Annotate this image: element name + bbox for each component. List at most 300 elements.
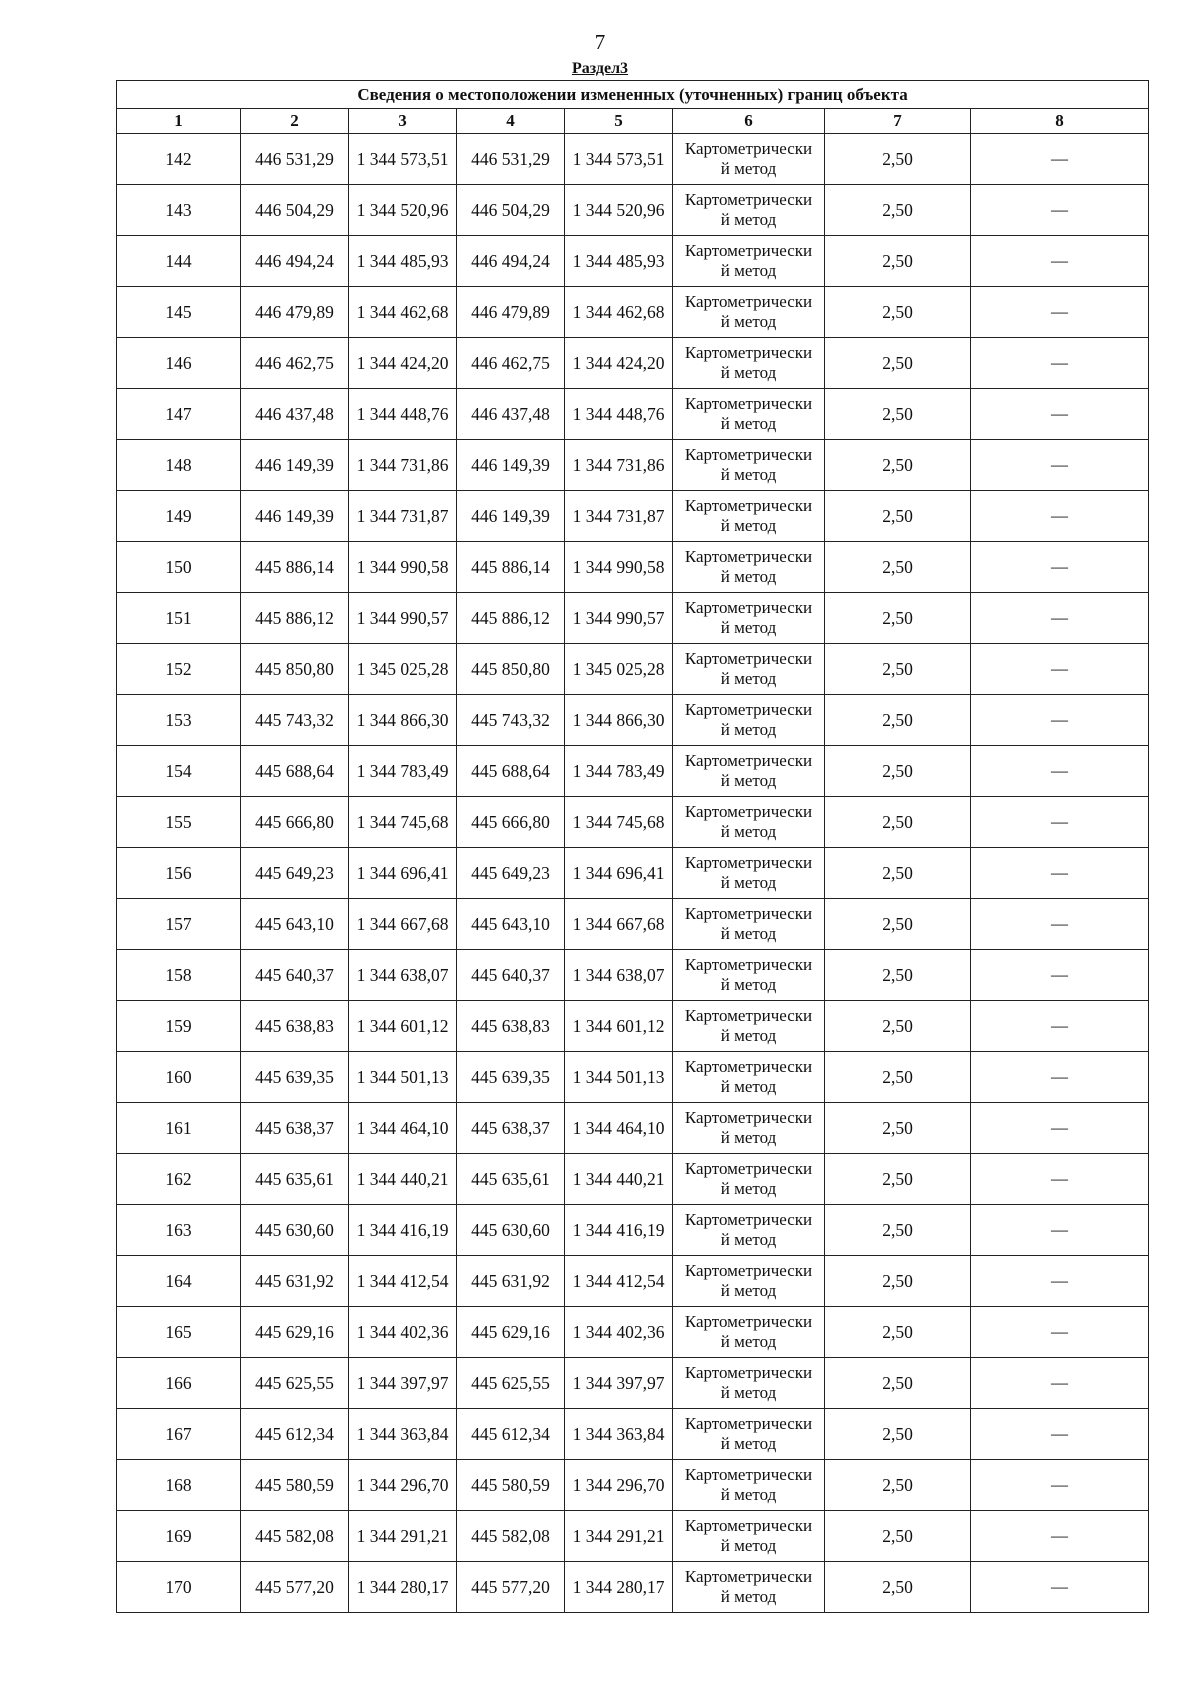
method-line-1: Картометрически	[684, 292, 813, 311]
precision-cell: 2,50	[825, 1307, 971, 1358]
refined-y-cell: 1 344 990,58	[565, 542, 673, 593]
table-row	[117, 1460, 1149, 1511]
method-line-2: й метод	[720, 873, 777, 892]
existing-x-cell: 445 629,16	[241, 1307, 349, 1358]
column-number-3: 3	[349, 109, 457, 134]
note-cell: —	[971, 593, 1149, 644]
refined-x-cell: 445 886,12	[457, 593, 565, 644]
refined-y-cell: 1 344 363,84	[565, 1409, 673, 1460]
column-number-6: 6	[673, 109, 825, 134]
point-number-cell: 165	[117, 1307, 241, 1358]
precision-cell: 2,50	[825, 797, 971, 848]
method-cell	[673, 797, 825, 848]
point-number-cell: 162	[117, 1154, 241, 1205]
method-line-1: Картометрически	[684, 1312, 813, 1331]
refined-y-cell: 1 344 866,30	[565, 695, 673, 746]
column-number-2: 2	[241, 109, 349, 134]
refined-y-cell: 1 344 501,13	[565, 1052, 673, 1103]
existing-x-cell: 446 479,89	[241, 287, 349, 338]
note-cell: —	[971, 185, 1149, 236]
method-line-1: Картометрически	[684, 1159, 813, 1178]
refined-x-cell: 445 743,32	[457, 695, 565, 746]
note-cell: —	[971, 644, 1149, 695]
existing-x-cell: 445 666,80	[241, 797, 349, 848]
method-line-1: Картометрически	[684, 1261, 813, 1280]
refined-x-cell: 445 635,61	[457, 1154, 565, 1205]
refined-x-cell: 445 638,37	[457, 1103, 565, 1154]
point-number-cell: 149	[117, 491, 241, 542]
precision-cell: 2,50	[825, 134, 971, 185]
method-cell	[673, 236, 825, 287]
table-row	[117, 1256, 1149, 1307]
table-row	[117, 1154, 1149, 1205]
note-cell: —	[971, 440, 1149, 491]
precision-cell: 2,50	[825, 593, 971, 644]
note-cell: —	[971, 134, 1149, 185]
refined-x-cell: 445 582,08	[457, 1511, 565, 1562]
refined-y-cell: 1 344 402,36	[565, 1307, 673, 1358]
point-number-cell: 167	[117, 1409, 241, 1460]
method-line-2: й метод	[720, 771, 777, 790]
precision-cell: 2,50	[825, 848, 971, 899]
method-line-1: Картометрически	[684, 445, 813, 464]
point-number-cell: 164	[117, 1256, 241, 1307]
existing-y-cell: 1 344 638,07	[349, 950, 457, 1001]
existing-y-cell: 1 344 291,21	[349, 1511, 457, 1562]
note-cell: —	[971, 848, 1149, 899]
section-title: Раздел3	[571, 60, 629, 77]
table-row	[117, 134, 1149, 185]
table-row	[117, 1205, 1149, 1256]
method-line-2: й метод	[720, 1383, 777, 1402]
precision-cell: 2,50	[825, 1562, 971, 1613]
method-line-1: Картометрически	[684, 1057, 813, 1076]
precision-cell: 2,50	[825, 1460, 971, 1511]
method-cell	[673, 1562, 825, 1613]
refined-y-cell: 1 344 520,96	[565, 185, 673, 236]
existing-y-cell: 1 344 573,51	[349, 134, 457, 185]
method-cell	[673, 746, 825, 797]
precision-cell: 2,50	[825, 1256, 971, 1307]
existing-x-cell: 445 577,20	[241, 1562, 349, 1613]
point-number-cell: 156	[117, 848, 241, 899]
precision-cell: 2,50	[825, 1409, 971, 1460]
point-number-cell: 159	[117, 1001, 241, 1052]
column-number-7: 7	[825, 109, 971, 134]
point-number-cell: 170	[117, 1562, 241, 1613]
existing-x-cell: 446 149,39	[241, 491, 349, 542]
refined-x-cell: 445 639,35	[457, 1052, 565, 1103]
refined-x-cell: 446 494,24	[457, 236, 565, 287]
refined-x-cell: 445 631,92	[457, 1256, 565, 1307]
point-number-cell: 148	[117, 440, 241, 491]
existing-y-cell: 1 344 412,54	[349, 1256, 457, 1307]
method-line-1: Картометрически	[684, 1465, 813, 1484]
existing-x-cell: 445 580,59	[241, 1460, 349, 1511]
existing-y-cell: 1 344 866,30	[349, 695, 457, 746]
refined-x-cell: 446 149,39	[457, 491, 565, 542]
refined-x-cell: 446 479,89	[457, 287, 565, 338]
existing-y-cell: 1 344 296,70	[349, 1460, 457, 1511]
method-cell	[673, 1001, 825, 1052]
table-row	[117, 1358, 1149, 1409]
note-cell: —	[971, 389, 1149, 440]
method-line-2: й метод	[720, 1485, 777, 1504]
existing-y-cell: 1 344 731,86	[349, 440, 457, 491]
precision-cell: 2,50	[825, 950, 971, 1001]
refined-x-cell: 445 577,20	[457, 1562, 565, 1613]
method-cell	[673, 1103, 825, 1154]
method-line-2: й метод	[720, 414, 777, 433]
method-cell	[673, 644, 825, 695]
method-line-1: Картометрически	[684, 1414, 813, 1433]
refined-y-cell: 1 344 485,93	[565, 236, 673, 287]
existing-y-cell: 1 344 667,68	[349, 899, 457, 950]
existing-y-cell: 1 344 696,41	[349, 848, 457, 899]
precision-cell: 2,50	[825, 287, 971, 338]
method-line-1: Картометрически	[684, 649, 813, 668]
refined-x-cell: 445 649,23	[457, 848, 565, 899]
method-line-2: й метод	[720, 363, 777, 382]
refined-x-cell: 446 531,29	[457, 134, 565, 185]
method-line-1: Картометрически	[684, 598, 813, 617]
refined-x-cell: 446 437,48	[457, 389, 565, 440]
precision-cell: 2,50	[825, 389, 971, 440]
column-number-4: 4	[457, 109, 565, 134]
existing-x-cell: 446 531,29	[241, 134, 349, 185]
method-line-2: й метод	[720, 924, 777, 943]
column-numbers-row	[117, 109, 1149, 134]
table-row	[117, 950, 1149, 1001]
table-row	[117, 746, 1149, 797]
precision-cell: 2,50	[825, 491, 971, 542]
method-line-2: й метод	[720, 669, 777, 688]
note-cell: —	[971, 1205, 1149, 1256]
method-cell	[673, 134, 825, 185]
column-number-5: 5	[565, 109, 673, 134]
table-row	[117, 440, 1149, 491]
note-cell: —	[971, 1409, 1149, 1460]
table-row	[117, 593, 1149, 644]
existing-x-cell: 445 850,80	[241, 644, 349, 695]
note-cell: —	[971, 236, 1149, 287]
point-number-cell: 158	[117, 950, 241, 1001]
precision-cell: 2,50	[825, 542, 971, 593]
note-cell: —	[971, 899, 1149, 950]
refined-y-cell: 1 344 638,07	[565, 950, 673, 1001]
precision-cell: 2,50	[825, 1103, 971, 1154]
note-cell: —	[971, 1460, 1149, 1511]
table-row	[117, 848, 1149, 899]
method-cell	[673, 1307, 825, 1358]
refined-x-cell: 446 149,39	[457, 440, 565, 491]
existing-x-cell: 445 743,32	[241, 695, 349, 746]
method-cell	[673, 491, 825, 542]
method-line-2: й метод	[720, 159, 777, 178]
point-number-cell: 166	[117, 1358, 241, 1409]
method-cell	[673, 440, 825, 491]
existing-x-cell: 446 149,39	[241, 440, 349, 491]
existing-x-cell: 446 494,24	[241, 236, 349, 287]
method-line-2: й метод	[720, 618, 777, 637]
method-line-2: й метод	[720, 1179, 777, 1198]
method-line-2: й метод	[720, 516, 777, 535]
table-row	[117, 1103, 1149, 1154]
point-number-cell: 153	[117, 695, 241, 746]
method-cell	[673, 1154, 825, 1205]
table-row	[117, 542, 1149, 593]
existing-x-cell: 445 638,83	[241, 1001, 349, 1052]
note-cell: —	[971, 1511, 1149, 1562]
method-cell	[673, 593, 825, 644]
refined-x-cell: 445 666,80	[457, 797, 565, 848]
method-line-1: Картометрически	[684, 751, 813, 770]
existing-x-cell: 445 612,34	[241, 1409, 349, 1460]
note-cell: —	[971, 542, 1149, 593]
point-number-cell: 160	[117, 1052, 241, 1103]
refined-y-cell: 1 344 440,21	[565, 1154, 673, 1205]
existing-y-cell: 1 344 416,19	[349, 1205, 457, 1256]
precision-cell: 2,50	[825, 185, 971, 236]
note-cell: —	[971, 1358, 1149, 1409]
note-cell: —	[971, 1307, 1149, 1358]
refined-x-cell: 445 629,16	[457, 1307, 565, 1358]
method-cell	[673, 1409, 825, 1460]
table-row	[117, 236, 1149, 287]
table-row	[117, 899, 1149, 950]
method-cell	[673, 287, 825, 338]
table-row	[117, 695, 1149, 746]
point-number-cell: 161	[117, 1103, 241, 1154]
method-line-1: Картометрически	[684, 241, 813, 260]
method-line-1: Картометрически	[684, 700, 813, 719]
method-line-1: Картометрически	[684, 190, 813, 209]
table-row	[117, 1307, 1149, 1358]
refined-x-cell: 445 630,60	[457, 1205, 565, 1256]
point-number-cell: 168	[117, 1460, 241, 1511]
existing-x-cell: 445 886,12	[241, 593, 349, 644]
existing-x-cell: 445 649,23	[241, 848, 349, 899]
existing-x-cell: 446 504,29	[241, 185, 349, 236]
note-cell: —	[971, 695, 1149, 746]
refined-y-cell: 1 345 025,28	[565, 644, 673, 695]
method-line-2: й метод	[720, 210, 777, 229]
precision-cell: 2,50	[825, 1154, 971, 1205]
method-cell	[673, 542, 825, 593]
precision-cell: 2,50	[825, 440, 971, 491]
existing-y-cell: 1 344 424,20	[349, 338, 457, 389]
method-cell	[673, 185, 825, 236]
method-line-2: й метод	[720, 1077, 777, 1096]
precision-cell: 2,50	[825, 899, 971, 950]
existing-x-cell: 445 582,08	[241, 1511, 349, 1562]
existing-y-cell: 1 344 363,84	[349, 1409, 457, 1460]
point-number-cell: 154	[117, 746, 241, 797]
note-cell: —	[971, 1562, 1149, 1613]
existing-y-cell: 1 344 402,36	[349, 1307, 457, 1358]
refined-x-cell: 445 643,10	[457, 899, 565, 950]
existing-x-cell: 446 437,48	[241, 389, 349, 440]
table-row	[117, 797, 1149, 848]
existing-y-cell: 1 344 464,10	[349, 1103, 457, 1154]
refined-y-cell: 1 344 464,10	[565, 1103, 673, 1154]
existing-x-cell: 445 688,64	[241, 746, 349, 797]
table-row	[117, 1001, 1149, 1052]
method-line-2: й метод	[720, 1536, 777, 1555]
method-line-1: Картометрически	[684, 1516, 813, 1535]
point-number-cell: 150	[117, 542, 241, 593]
point-number-cell: 142	[117, 134, 241, 185]
refined-x-cell: 445 850,80	[457, 644, 565, 695]
existing-y-cell: 1 344 990,58	[349, 542, 457, 593]
refined-y-cell: 1 344 601,12	[565, 1001, 673, 1052]
method-line-1: Картометрически	[684, 955, 813, 974]
table-row	[117, 1562, 1149, 1613]
precision-cell: 2,50	[825, 338, 971, 389]
method-line-2: й метод	[720, 1332, 777, 1351]
existing-x-cell: 445 631,92	[241, 1256, 349, 1307]
method-line-2: й метод	[720, 567, 777, 586]
precision-cell: 2,50	[825, 236, 971, 287]
method-line-2: й метод	[720, 975, 777, 994]
existing-y-cell: 1 344 783,49	[349, 746, 457, 797]
boundary-coordinates-table	[116, 80, 1149, 1613]
method-line-1: Картометрически	[684, 547, 813, 566]
method-line-1: Картометрически	[684, 1210, 813, 1229]
existing-y-cell: 1 344 440,21	[349, 1154, 457, 1205]
method-cell	[673, 950, 825, 1001]
method-line-1: Картометрически	[684, 1006, 813, 1025]
existing-y-cell: 1 345 025,28	[349, 644, 457, 695]
refined-y-cell: 1 344 990,57	[565, 593, 673, 644]
refined-y-cell: 1 344 448,76	[565, 389, 673, 440]
existing-x-cell: 445 639,35	[241, 1052, 349, 1103]
existing-y-cell: 1 344 462,68	[349, 287, 457, 338]
method-line-2: й метод	[720, 1230, 777, 1249]
method-cell	[673, 389, 825, 440]
existing-y-cell: 1 344 990,57	[349, 593, 457, 644]
method-cell	[673, 848, 825, 899]
refined-y-cell: 1 344 731,86	[565, 440, 673, 491]
existing-y-cell: 1 344 731,87	[349, 491, 457, 542]
existing-x-cell: 445 643,10	[241, 899, 349, 950]
method-cell	[673, 1460, 825, 1511]
refined-x-cell: 445 886,14	[457, 542, 565, 593]
precision-cell: 2,50	[825, 1205, 971, 1256]
column-number-1: 1	[117, 109, 241, 134]
page-number: 7	[594, 30, 606, 54]
method-cell	[673, 1205, 825, 1256]
method-line-2: й метод	[720, 720, 777, 739]
point-number-cell: 169	[117, 1511, 241, 1562]
method-line-2: й метод	[720, 822, 777, 841]
method-line-1: Картометрически	[684, 139, 813, 158]
precision-cell: 2,50	[825, 644, 971, 695]
note-cell: —	[971, 950, 1149, 1001]
table-body	[117, 134, 1149, 1613]
refined-y-cell: 1 344 573,51	[565, 134, 673, 185]
refined-y-cell: 1 344 462,68	[565, 287, 673, 338]
refined-y-cell: 1 344 296,70	[565, 1460, 673, 1511]
point-number-cell: 163	[117, 1205, 241, 1256]
point-number-cell: 146	[117, 338, 241, 389]
refined-x-cell: 445 640,37	[457, 950, 565, 1001]
method-cell	[673, 899, 825, 950]
method-cell	[673, 1358, 825, 1409]
note-cell: —	[971, 1001, 1149, 1052]
method-line-2: й метод	[720, 312, 777, 331]
existing-x-cell: 445 886,14	[241, 542, 349, 593]
refined-x-cell: 445 612,34	[457, 1409, 565, 1460]
refined-y-cell: 1 344 412,54	[565, 1256, 673, 1307]
refined-y-cell: 1 344 696,41	[565, 848, 673, 899]
existing-x-cell: 445 635,61	[241, 1154, 349, 1205]
table-caption: Сведения о местоположении измененных (уточненных) границ объекта	[117, 81, 1149, 109]
point-number-cell: 152	[117, 644, 241, 695]
note-cell: —	[971, 797, 1149, 848]
precision-cell: 2,50	[825, 1052, 971, 1103]
refined-y-cell: 1 344 397,97	[565, 1358, 673, 1409]
method-cell	[673, 1511, 825, 1562]
existing-x-cell: 445 630,60	[241, 1205, 349, 1256]
existing-y-cell: 1 344 485,93	[349, 236, 457, 287]
method-cell	[673, 1052, 825, 1103]
refined-y-cell: 1 344 291,21	[565, 1511, 673, 1562]
existing-x-cell: 445 640,37	[241, 950, 349, 1001]
method-cell	[673, 695, 825, 746]
existing-y-cell: 1 344 745,68	[349, 797, 457, 848]
note-cell: —	[971, 1052, 1149, 1103]
point-number-cell: 151	[117, 593, 241, 644]
refined-x-cell: 446 462,75	[457, 338, 565, 389]
refined-y-cell: 1 344 731,87	[565, 491, 673, 542]
method-line-2: й метод	[720, 1281, 777, 1300]
method-line-1: Картометрически	[684, 1567, 813, 1586]
method-line-2: й метод	[720, 1434, 777, 1453]
existing-y-cell: 1 344 448,76	[349, 389, 457, 440]
existing-y-cell: 1 344 501,13	[349, 1052, 457, 1103]
refined-y-cell: 1 344 416,19	[565, 1205, 673, 1256]
method-line-1: Картометрически	[684, 394, 813, 413]
refined-x-cell: 445 580,59	[457, 1460, 565, 1511]
point-number-cell: 147	[117, 389, 241, 440]
existing-y-cell: 1 344 601,12	[349, 1001, 457, 1052]
note-cell: —	[971, 338, 1149, 389]
note-cell: —	[971, 746, 1149, 797]
refined-x-cell: 446 504,29	[457, 185, 565, 236]
note-cell: —	[971, 1256, 1149, 1307]
point-number-cell: 157	[117, 899, 241, 950]
table-row	[117, 1409, 1149, 1460]
point-number-cell: 155	[117, 797, 241, 848]
refined-x-cell: 445 688,64	[457, 746, 565, 797]
table-row	[117, 491, 1149, 542]
note-cell: —	[971, 1103, 1149, 1154]
table-row	[117, 1511, 1149, 1562]
note-cell: —	[971, 1154, 1149, 1205]
method-line-2: й метод	[720, 465, 777, 484]
note-cell: —	[971, 287, 1149, 338]
refined-x-cell: 445 638,83	[457, 1001, 565, 1052]
table-row	[117, 287, 1149, 338]
refined-y-cell: 1 344 783,49	[565, 746, 673, 797]
point-number-cell: 144	[117, 236, 241, 287]
method-cell	[673, 338, 825, 389]
method-line-2: й метод	[720, 1128, 777, 1147]
column-number-8: 8	[971, 109, 1149, 134]
table-row	[117, 338, 1149, 389]
refined-y-cell: 1 344 280,17	[565, 1562, 673, 1613]
